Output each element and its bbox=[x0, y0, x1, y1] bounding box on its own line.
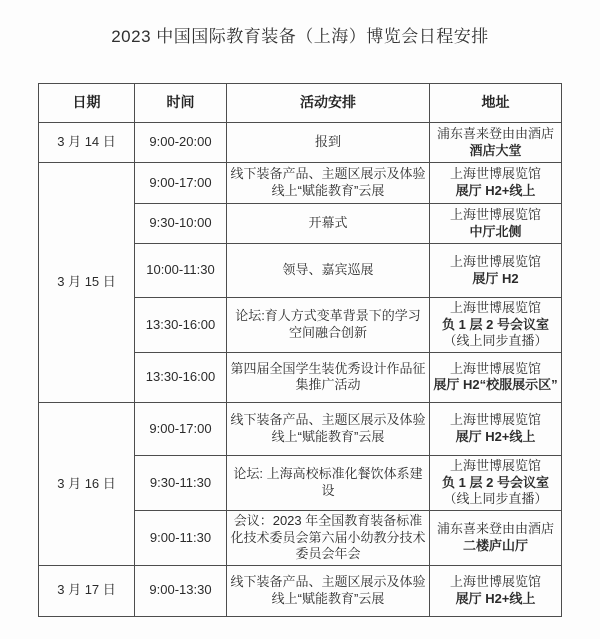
activity-line: 线下装备产品、主题区展示及体验 bbox=[230, 412, 426, 428]
activity-line: 论坛: 上海高校标准化餐饮体系建设 bbox=[233, 466, 423, 498]
address-note: （线上同步直播） bbox=[443, 491, 548, 507]
address-line: 上海世博展览馆 bbox=[449, 206, 541, 222]
activity-line: 线上“赋能教育”云展 bbox=[271, 183, 385, 198]
activity-line: 线下装备产品、主题区展示及体验 bbox=[230, 574, 426, 590]
time-cell: 9:00-13:30 bbox=[135, 565, 227, 616]
address-cell bbox=[430, 298, 562, 353]
activity-cell bbox=[227, 352, 430, 402]
activity-line: 线上“赋能教育”云展 bbox=[271, 428, 385, 444]
time-cell: 9:00-17:00 bbox=[135, 402, 227, 455]
time-cell: 10:00-11:30 bbox=[135, 244, 227, 298]
time-cell: 9:00-20:00 bbox=[135, 123, 227, 163]
address-note: （线上同步直播） bbox=[443, 333, 548, 349]
activity-cell bbox=[227, 565, 430, 616]
address-cell bbox=[430, 352, 562, 402]
activity-line: 会议：2023 年全国教育装备标准化技术委员会第六届小幼教分技术委员会年会 bbox=[230, 512, 426, 562]
address-venue: 中厅北侧 bbox=[469, 223, 522, 239]
activity-cell bbox=[227, 455, 430, 510]
activity-line: 领导、嘉宾巡展 bbox=[282, 262, 374, 278]
header-date: 日期 bbox=[39, 84, 135, 123]
activity-line: 报到 bbox=[314, 134, 341, 150]
address-venue: 二楼庐山厅 bbox=[462, 537, 528, 553]
activity-line: 线上“赋能教育”云展 bbox=[271, 590, 385, 606]
address-line: 上海世博展览馆 bbox=[449, 300, 541, 315]
address-venue: 酒店大堂 bbox=[469, 142, 522, 158]
page-title: 2023 中国国际教育装备（上海）博览会日程安排 bbox=[111, 27, 489, 46]
activity-line: 论坛:育人方式变革背景下的学习空间融合创新 bbox=[235, 308, 421, 340]
address-cell bbox=[430, 163, 562, 204]
address-venue: 展厅 H2+线上 bbox=[455, 183, 536, 198]
address-venue: 负 1 层 2 号会议室 bbox=[442, 474, 549, 490]
activity-cell bbox=[227, 402, 430, 455]
date-cell: 3 月 14 日 bbox=[39, 123, 135, 163]
activity-cell bbox=[227, 244, 430, 298]
schedule-table bbox=[38, 83, 562, 617]
table-row bbox=[39, 163, 562, 204]
activity-cell bbox=[227, 204, 430, 244]
table-header-row bbox=[39, 84, 562, 123]
address-line: 上海世博展览馆 bbox=[449, 360, 541, 376]
time-cell: 9:00-11:30 bbox=[135, 510, 227, 565]
address-line: 上海世博展览馆 bbox=[449, 412, 541, 428]
address-cell bbox=[430, 565, 562, 616]
date-cell: 3 月 15 日 bbox=[39, 163, 135, 403]
date-cell: 3 月 16 日 bbox=[39, 402, 135, 565]
address-cell bbox=[430, 455, 562, 510]
time-cell: 13:30-16:00 bbox=[135, 352, 227, 402]
header-activity: 活动安排 bbox=[227, 84, 430, 123]
address-venue: 展厅 H2“校服展示区” bbox=[433, 377, 558, 393]
date-cell: 3 月 17 日 bbox=[39, 565, 135, 616]
address-venue: 展厅 H2+线上 bbox=[455, 428, 536, 444]
time-cell: 9:30-10:00 bbox=[135, 204, 227, 244]
address-venue: 展厅 H2+线上 bbox=[455, 590, 536, 606]
table-row bbox=[39, 123, 562, 163]
address-line: 上海世博展览馆 bbox=[449, 166, 541, 182]
address-line: 浦东喜来登由由酒店 bbox=[436, 125, 554, 141]
header-time: 时间 bbox=[135, 84, 227, 123]
address-cell bbox=[430, 402, 562, 455]
activity-line: 线下装备产品、主题区展示及体验 bbox=[230, 166, 426, 182]
address-line: 浦东喜来登由由酒店 bbox=[436, 521, 554, 537]
address-cell bbox=[430, 204, 562, 244]
header-address: 地址 bbox=[430, 84, 562, 123]
address-line: 上海世博展览馆 bbox=[449, 457, 541, 473]
activity-line: 开幕式 bbox=[308, 215, 348, 231]
address-cell bbox=[430, 123, 562, 163]
activity-cell bbox=[227, 123, 430, 163]
address-venue: 负 1 层 2 号会议室 bbox=[442, 316, 549, 332]
activity-line: 第四届全国学生装优秀设计作品征集推广活动 bbox=[230, 360, 426, 393]
address-line: 上海世博展览馆 bbox=[449, 253, 541, 269]
activity-cell bbox=[227, 163, 430, 204]
time-cell: 13:30-16:00 bbox=[135, 298, 227, 353]
time-cell: 9:30-11:30 bbox=[135, 455, 227, 510]
table-row bbox=[39, 402, 562, 455]
address-line: 上海世博展览馆 bbox=[449, 574, 541, 590]
address-cell bbox=[430, 244, 562, 298]
time-cell: 9:00-17:00 bbox=[135, 163, 227, 204]
activity-cell bbox=[227, 510, 430, 565]
table-row bbox=[39, 565, 562, 616]
address-cell bbox=[430, 510, 562, 565]
activity-cell bbox=[227, 298, 430, 353]
address-venue: 展厅 H2 bbox=[472, 270, 519, 286]
